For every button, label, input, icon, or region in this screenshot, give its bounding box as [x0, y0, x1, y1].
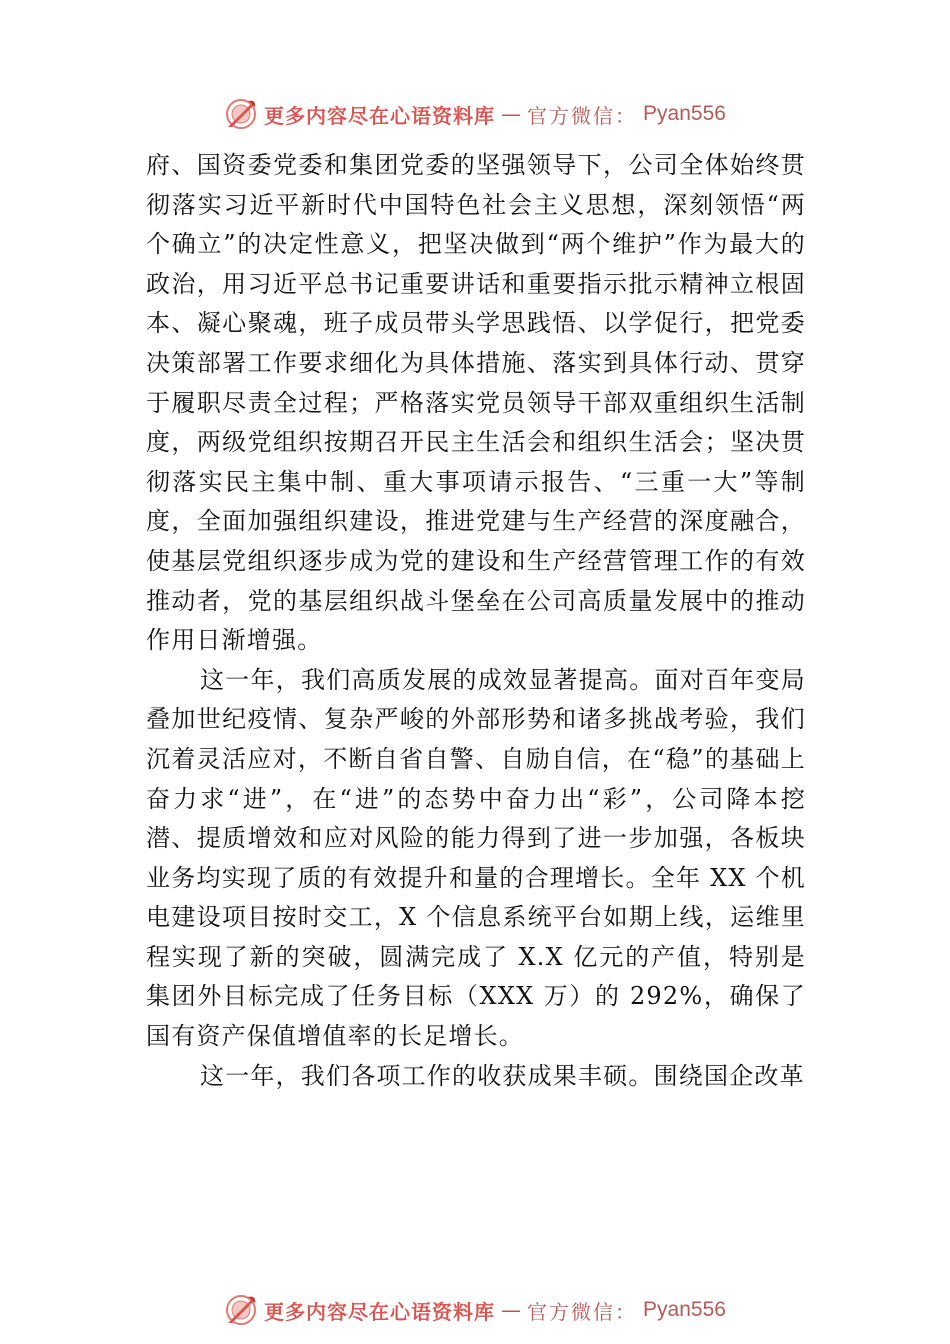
- quill-seal-icon: [224, 97, 258, 131]
- banner-wechat-label: 官方微信：: [527, 1299, 638, 1324]
- paragraph-development: 这一年，我们高质发展的成效显著提高。面对百年变局叠加世纪疫情、复杂严峻的外部形势和诸多挑战考验，我们沉着灵活应对，不断自省自警、自励自信，在“稳”的基础上奋力求“进”，在“进”的态势中奋力出“彩”，公司降本挖潜、提质增效和应对风险的能力得到了进一步加强，各板块业务均实现了质的有效提升和量的合理增长。全年 XX 个机电建设项目按时交工，X 个信息系统平台如期上线，运维里程实现了新的突破，圆满完成了 X.X 亿元的产值，特别是集团外目标完成了任务目标（XXX 万）的 292%，确保了国有资产保值增值率的长足增长。: [146, 665, 806, 1051]
- quill-seal-icon: [224, 1293, 258, 1327]
- header-watermark: [0, 94, 950, 134]
- banner-wechat-id: Pyan556: [643, 102, 726, 125]
- banner-dash: —: [501, 102, 522, 126]
- document-body: [146, 146, 806, 1096]
- paragraph-continuation: 府、国资委党委和集团党委的坚强领导下，公司全体始终贯彻落实习近平新时代中国特色社会主义思想，深刻领悟“两个确立”的决定性意义，把坚决做到“两个维护”作为最大的政治，用习近平总书记重要讲话和重要指示批示精神立根固本、凝心聚魂，班子成员带头学思践悟、以学促行，把党委决策部署工作要求细化为具体措施、落实到具体行动、贯穿于履职尽责全过程；严格落实党员领导干部双重组织生活制度，两级党组织按期召开民主生活会和组织生活会；坚决贯彻落实民主集中制、重大事项请示报告、“三重一大”等制度，全面加强组织建设，推进党建与生产经营的深度融合， 使基层党组织逐步成为党的建设和生产经营管理工作的有效推动者，党的基层组织战斗堡垒在公司高质量发展中的推动作用日渐增强。: [146, 151, 806, 655]
- banner-brand-text: 更多内容尽在心语资料库: [264, 103, 496, 128]
- footer-watermark: [0, 1290, 950, 1330]
- banner-brand-text: 更多内容尽在心语资料库: [264, 1299, 496, 1324]
- banner-wechat-label: 官方微信：: [527, 103, 638, 128]
- paragraph-achievements: 这一年，我们各项工作的收获成果丰硕。围绕国企改革: [200, 1061, 805, 1090]
- banner-wechat-id: Pyan556: [643, 1298, 726, 1321]
- banner-dash: —: [501, 1298, 522, 1322]
